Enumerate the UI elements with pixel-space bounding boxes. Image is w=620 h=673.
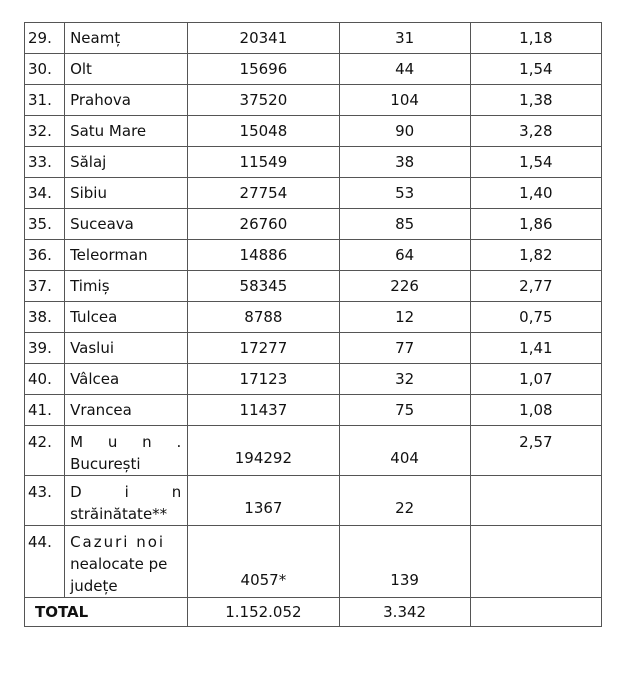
table-row xyxy=(25,333,602,364)
total-cases: 1367 xyxy=(188,476,339,526)
county-name: Sibiu xyxy=(65,178,188,209)
total-cases: 11437 xyxy=(188,395,339,426)
incidence-rate: 1,40 xyxy=(470,178,601,209)
county-name: Tulcea xyxy=(65,302,188,333)
incidence-rate xyxy=(470,476,601,526)
table-row xyxy=(25,302,602,333)
new-cases: 64 xyxy=(339,240,470,271)
new-cases: 32 xyxy=(339,364,470,395)
county-name: Prahova xyxy=(65,85,188,116)
total-cases: 27754 xyxy=(188,178,339,209)
table-body xyxy=(25,23,602,627)
new-cases: 77 xyxy=(339,333,470,364)
county-name: Satu Mare xyxy=(65,116,188,147)
table-row xyxy=(25,23,602,54)
county-name-line1: M u n . xyxy=(70,433,182,451)
new-cases: 139 xyxy=(339,526,470,598)
row-number: 37. xyxy=(25,271,65,302)
incidence-rate: 1,38 xyxy=(470,85,601,116)
row-number: 32. xyxy=(25,116,65,147)
total-cases: 15696 xyxy=(188,54,339,85)
incidence-rate: 1,08 xyxy=(470,395,601,426)
row-number: 43. xyxy=(25,476,65,526)
table-row xyxy=(25,147,602,178)
row-number: 35. xyxy=(25,209,65,240)
total-cases: 11549 xyxy=(188,147,339,178)
county-name: Vaslui xyxy=(65,333,188,364)
row-number: 30. xyxy=(25,54,65,85)
incidence-rate: 1,07 xyxy=(470,364,601,395)
table-row-bucuresti xyxy=(25,426,602,476)
new-cases: 22 xyxy=(339,476,470,526)
table-row xyxy=(25,240,602,271)
row-number: 31. xyxy=(25,85,65,116)
county-name: Neamț xyxy=(65,23,188,54)
incidence-rate: 1,54 xyxy=(470,54,601,85)
county-name-line2: străinătate** xyxy=(70,505,168,523)
new-cases: 226 xyxy=(339,271,470,302)
county-name-line2: București xyxy=(70,455,141,473)
incidence-rate: 3,28 xyxy=(470,116,601,147)
county-name: Vrancea xyxy=(65,395,188,426)
county-name-line1: D i n xyxy=(70,483,182,501)
county-name-cell xyxy=(65,476,188,526)
table-row xyxy=(25,395,602,426)
total-label: TOTAL xyxy=(25,598,188,627)
new-cases: 38 xyxy=(339,147,470,178)
incidence-rate: 1,82 xyxy=(470,240,601,271)
new-cases: 404 xyxy=(339,426,470,476)
new-cases: 44 xyxy=(339,54,470,85)
county-name-cell xyxy=(65,526,188,598)
county-name-cell xyxy=(65,426,188,476)
county-name: Teleorman xyxy=(65,240,188,271)
row-number: 42. xyxy=(25,426,65,476)
county-name-line3: județe xyxy=(70,577,118,595)
total-cases: 17123 xyxy=(188,364,339,395)
table-row xyxy=(25,178,602,209)
incidence-rate: 1,86 xyxy=(470,209,601,240)
incidence-rate: 1,41 xyxy=(470,333,601,364)
total-cases-sum: 1.152.052 xyxy=(188,598,339,627)
new-cases: 75 xyxy=(339,395,470,426)
total-cases: 20341 xyxy=(188,23,339,54)
total-cases: 17277 xyxy=(188,333,339,364)
incidence-rate: 2,77 xyxy=(470,271,601,302)
table-row-strainatate xyxy=(25,476,602,526)
county-name-line1: Cazuri noi xyxy=(70,533,166,551)
row-number: 39. xyxy=(25,333,65,364)
table-row xyxy=(25,54,602,85)
table-row-total xyxy=(25,598,602,627)
row-number: 41. xyxy=(25,395,65,426)
total-cases: 8788 xyxy=(188,302,339,333)
table-row-nealocate xyxy=(25,526,602,598)
table-row xyxy=(25,271,602,302)
new-cases: 85 xyxy=(339,209,470,240)
county-name: Olt xyxy=(65,54,188,85)
row-number: 44. xyxy=(25,526,65,598)
table-row xyxy=(25,85,602,116)
table-row xyxy=(25,116,602,147)
row-number: 38. xyxy=(25,302,65,333)
incidence-rate: 0,75 xyxy=(470,302,601,333)
county-name-line2: nealocate pe xyxy=(70,555,168,573)
new-cases-sum: 3.342 xyxy=(339,598,470,627)
row-number: 29. xyxy=(25,23,65,54)
total-cases: 26760 xyxy=(188,209,339,240)
new-cases: 90 xyxy=(339,116,470,147)
row-number: 40. xyxy=(25,364,65,395)
county-name: Sălaj xyxy=(65,147,188,178)
incidence-rate: 1,54 xyxy=(470,147,601,178)
incidence-rate: 2,57 xyxy=(470,426,601,476)
row-number: 34. xyxy=(25,178,65,209)
total-cases: 37520 xyxy=(188,85,339,116)
county-cases-table xyxy=(24,22,602,627)
incidence-rate: 1,18 xyxy=(470,23,601,54)
total-cases: 194292 xyxy=(188,426,339,476)
county-name: Timiș xyxy=(65,271,188,302)
new-cases: 31 xyxy=(339,23,470,54)
county-name: Suceava xyxy=(65,209,188,240)
table-row xyxy=(25,209,602,240)
new-cases: 104 xyxy=(339,85,470,116)
incidence-rate xyxy=(470,526,601,598)
row-number: 36. xyxy=(25,240,65,271)
total-cases: 15048 xyxy=(188,116,339,147)
total-cases: 58345 xyxy=(188,271,339,302)
county-name: Vâlcea xyxy=(65,364,188,395)
table-row xyxy=(25,364,602,395)
row-number: 33. xyxy=(25,147,65,178)
new-cases: 53 xyxy=(339,178,470,209)
total-cases: 14886 xyxy=(188,240,339,271)
total-cases: 4057* xyxy=(188,526,339,598)
incidence-rate-total xyxy=(470,598,601,627)
new-cases: 12 xyxy=(339,302,470,333)
